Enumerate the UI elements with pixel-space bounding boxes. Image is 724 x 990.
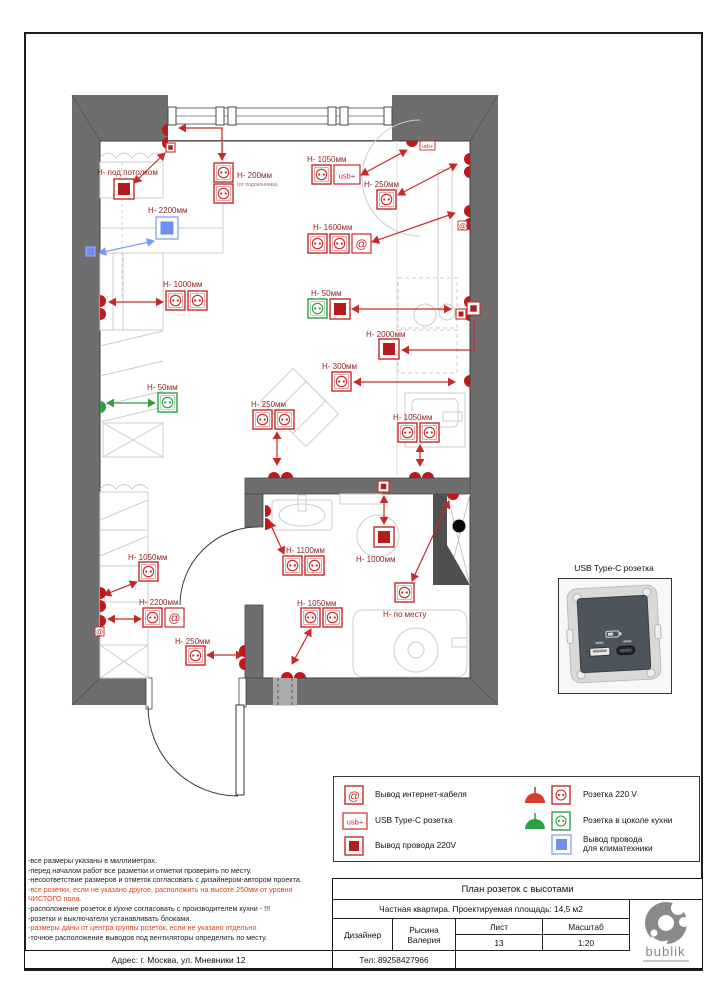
legend-label: Розетка 220 V: [583, 789, 637, 800]
threshold: [273, 678, 297, 706]
clim-icon: [524, 832, 576, 856]
wall-marker: [378, 481, 389, 492]
legend: [333, 776, 700, 862]
svg-text:Н- 300мм: Н- 300мм: [322, 362, 358, 371]
svg-text:@: @: [347, 789, 361, 803]
svg-text:Н- 1050мм: Н- 1050мм: [297, 599, 337, 608]
svg-text:Н- 50мм: Н- 50мм: [311, 289, 342, 298]
usb-a-port-icon: [590, 647, 610, 656]
svg-text:Н- 250мм: Н- 250мм: [364, 180, 400, 189]
legend-item-usb: [342, 809, 453, 833]
note-line: -перед началом работ все разметки и отметки проверить по месту.: [28, 865, 252, 875]
svg-text:Н- 2200мм: Н- 2200мм: [139, 598, 179, 607]
wire220-icon: [342, 835, 368, 857]
legend-label: Вывод интернет-кабеля: [375, 789, 467, 800]
project-subtitle: Частная квартира. Проектируемая площадь: 14,5 м2: [333, 900, 630, 919]
lamp-red-socket-icon: [524, 784, 576, 806]
note-line: -точное расположение выводов под вентиляторы определить по месту.: [28, 932, 267, 942]
svg-text:Н- 1050мм: Н- 1050мм: [393, 413, 433, 422]
note-line: -все розетки, если не указано другое, расположить на высоте 250мм от уровня: [28, 884, 293, 894]
svg-text:Н- 1100мм: Н- 1100мм: [286, 546, 325, 555]
logo-area: [630, 900, 701, 968]
wall-marker: [467, 302, 480, 315]
at-icon: [342, 784, 368, 806]
svg-text:Н- 2000мм: Н- 2000мм: [366, 330, 406, 339]
bublik-logo-icon: [640, 900, 692, 946]
legend-item-clima: [524, 832, 653, 856]
usb-socket-photo: [558, 578, 672, 694]
legend-label: Вывод провода для климатехники: [583, 833, 653, 853]
drawing-title: План розеток с высотами: [333, 879, 702, 900]
door-jamb: [239, 678, 246, 707]
svg-text:Н- 50мм: Н- 50мм: [147, 383, 178, 392]
legend-item-internet: [342, 783, 467, 807]
svg-text:@: @: [95, 629, 104, 637]
svg-text:Н- под потолком: Н- под потолком: [97, 168, 158, 177]
note-line: -розетки и выключатели устанавливать блоками.: [28, 913, 192, 923]
sheet-value: 13: [456, 935, 543, 951]
svg-text:usb+: usb+: [338, 171, 356, 181]
legend-label: Розетка в цоколе кухни: [583, 815, 673, 826]
svg-text:Н- 1050мм: Н- 1050мм: [307, 155, 347, 164]
empty-cell: [456, 951, 630, 968]
scale-value: 1:20: [543, 935, 630, 951]
legend-label: Вывод провода 220V: [375, 840, 456, 851]
wall-marker: [456, 309, 466, 319]
legend-item-socket220: [524, 783, 637, 807]
svg-text:Н- 1600мм: Н- 1600мм: [313, 223, 353, 232]
note-line: ЧИСТОГО пола.: [28, 894, 82, 904]
usb-icon: [342, 810, 368, 832]
svg-text:Н- 250мм: Н- 250мм: [251, 400, 287, 409]
svg-text:Н- по месту: Н- по месту: [383, 610, 427, 619]
usb-socket-illustration: [559, 579, 669, 691]
door-jamb: [146, 678, 152, 709]
note-line: -размеры даны от центра группы розеток, если не указано отдельно.: [28, 923, 259, 933]
address-bar: Адрес: г. Москва, ул. Мневники 12: [24, 950, 333, 969]
designer-label: Дизайнер: [333, 919, 393, 951]
phone: Тел: 89258427966: [333, 951, 456, 968]
note-line: -расположение розеток в кухне согласовать с производителем кухни - !!!: [28, 903, 271, 913]
svg-text:Н- 200мм: Н- 200мм: [237, 171, 273, 180]
svg-text:@: @: [168, 611, 181, 625]
entrance-door-leaf: [236, 705, 244, 795]
svg-text:@: @: [355, 237, 368, 251]
note-line: -несоответствие размеров и отметок согласовать с дизайнером-автором проекта.: [28, 875, 302, 885]
wall-marker: [166, 143, 175, 152]
note-line: -все размеры указаны в миллиметрах.: [28, 856, 158, 865]
wall-marker: [95, 627, 104, 637]
svg-text:Н- 250мм: Н- 250мм: [175, 637, 211, 646]
entrance-door-arc: [148, 706, 238, 796]
svg-text:Н- 1000мм: Н- 1000мм: [163, 280, 203, 289]
wall-marker: [458, 221, 467, 231]
plan-walls-and-furniture: [72, 94, 498, 796]
usb-c-port-icon: [617, 646, 635, 655]
svg-text:usb+: usb+: [422, 144, 433, 150]
logo-text: bublik: [645, 944, 686, 959]
svg-text:@: @: [458, 223, 467, 231]
logo-tagline: [643, 960, 689, 962]
sheet-label: Лист: [456, 919, 543, 935]
legend-label: USB Type-C розетка: [375, 815, 453, 826]
wall-marker: [86, 247, 95, 256]
svg-text:Н- 1000мм: Н- 1000мм: [356, 555, 396, 564]
usb-panel-title: USB Type-C розетка: [574, 563, 654, 573]
notes: [28, 856, 330, 942]
drain-spot: [453, 520, 466, 533]
title-block: [332, 878, 703, 969]
legend-item-socket-kitchen: [524, 809, 672, 833]
window: [168, 107, 392, 125]
designer-name: Рысина Валерия: [393, 919, 456, 951]
legend-item-wire220: [342, 834, 456, 858]
lamp-green-socket-icon: [524, 810, 576, 832]
entrance-opening: [148, 677, 243, 706]
svg-text:Н- 1050мм: Н- 1050мм: [128, 553, 168, 562]
svg-text:(от подоконника): (от подоконника): [237, 182, 278, 188]
wall-marker: [420, 141, 435, 150]
svg-text:usb+: usb+: [346, 817, 364, 827]
svg-text:Н- 2200мм: Н- 2200мм: [148, 206, 188, 215]
scale-label: Масштаб: [543, 919, 630, 935]
